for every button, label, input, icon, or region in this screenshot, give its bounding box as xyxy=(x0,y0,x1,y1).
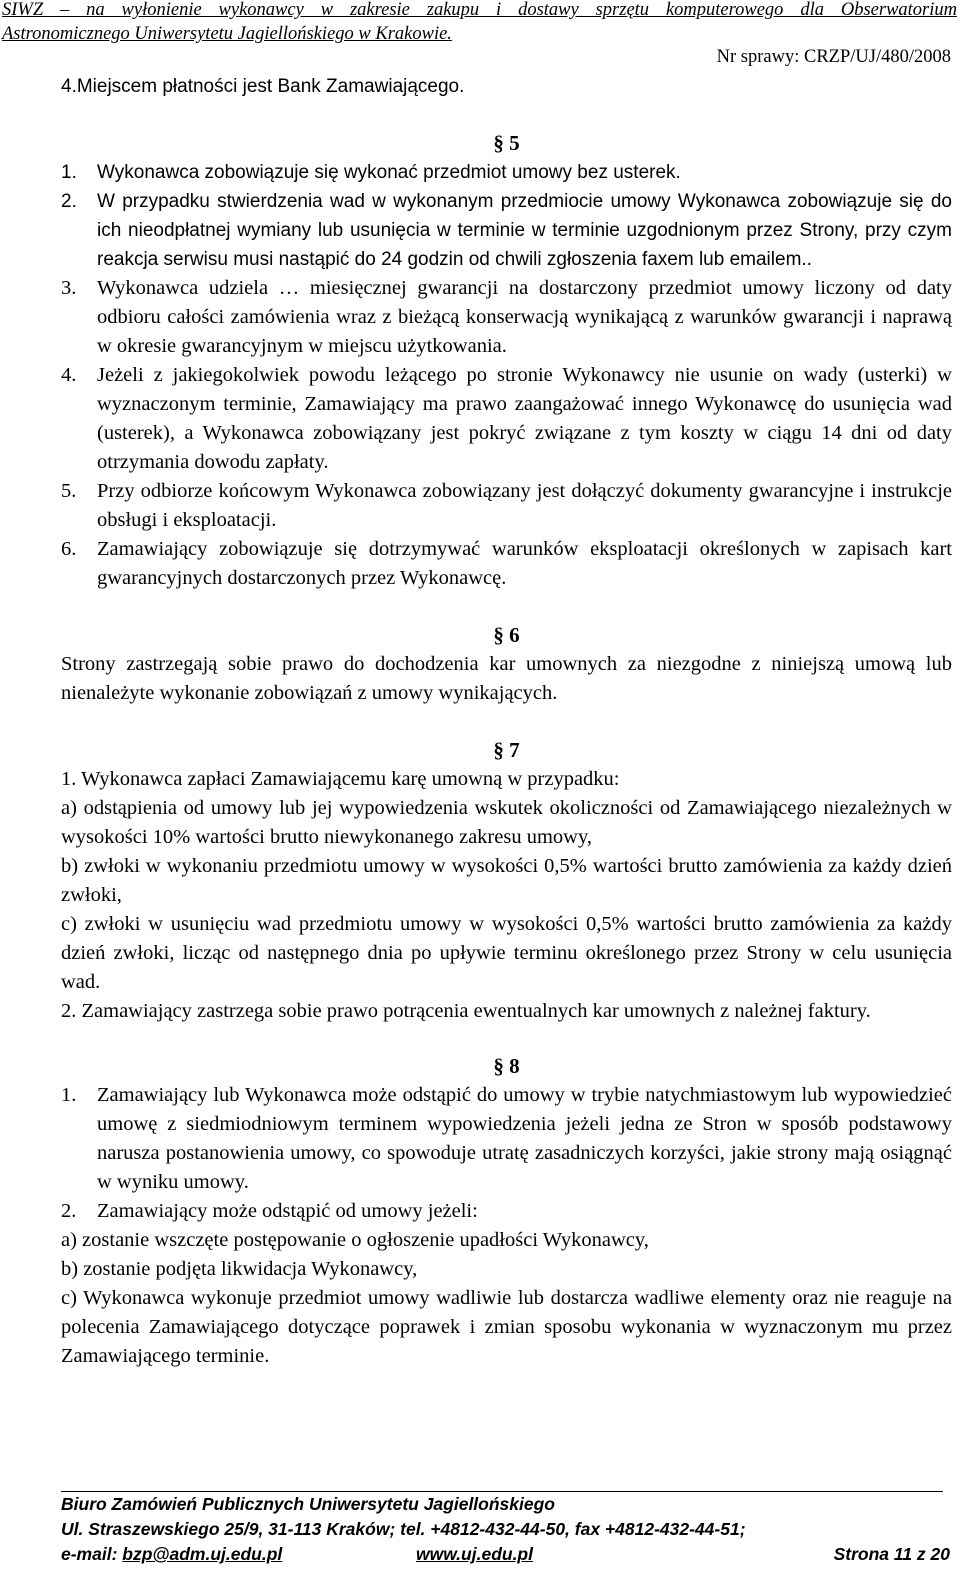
footer-address: Ul. Straszewskiego 25/9, 31-113 Kraków; tel. +4812-432-44-50, fax +4812-432-44-51; xyxy=(61,1519,746,1539)
list-item xyxy=(61,535,952,593)
section-8-point-b: b) zostanie podjęta likwidacja Wykonawcy, xyxy=(61,1258,418,1280)
section-7-point-a: a) odstąpienia od umowy lub jej wypowiedzenia wskutek okoliczności od Zamawiającego niezależnych w wysokości 10% wartości brutto niewykonanego zakresu umowy, xyxy=(61,797,952,848)
document-body xyxy=(61,72,952,1371)
item-number: 2. xyxy=(61,1200,77,1222)
section-8-title: § 8 xyxy=(493,1054,520,1078)
list-item xyxy=(61,187,952,274)
section-6-title: § 6 xyxy=(493,623,520,647)
item-number: 2. xyxy=(61,191,77,212)
section-7-paragraph-2: 2. Zamawiający zastrzega sobie prawo potrącenia ewentualnych kar umownych z należnej faktury. xyxy=(61,1000,871,1022)
list-item xyxy=(61,477,952,535)
item-number: 6. xyxy=(61,538,77,560)
item-text: Wykonawca zobowiązuje się wykonać przedmiot umowy bez usterek. xyxy=(97,162,681,183)
footer-organization: Biuro Zamówień Publicznych Uniwersytetu Jagiellońskiego xyxy=(61,1494,555,1514)
section-7-paragraph-1: 1. Wykonawca zapłaci Zamawiającemu karę umowną w przypadku: xyxy=(61,768,620,790)
section-5-title: § 5 xyxy=(493,131,520,155)
list-item xyxy=(61,158,952,187)
payment-place-paragraph: 4.Miejscem płatności jest Bank Zamawiającego. xyxy=(61,76,465,97)
footer-divider xyxy=(61,1491,943,1492)
case-number: Nr sprawy: CRZP/UJ/480/2008 xyxy=(716,47,951,67)
item-number: 4. xyxy=(61,364,77,386)
section-8-point-c: c) Wykonawca wykonuje przedmiot umowy wadliwie lub dostarcza wadliwe elementy oraz nie reaguje na polecenia Zamawiającego dotyczące poprawek i zmian sposobu wykonania w wyznaczonym mu przez Zamawiającego terminie. xyxy=(61,1287,952,1367)
item-text: Przy odbiorze końcowym Wykonawca zobowiązany jest dołączyć dokumenty gwarancyjne i instrukcje obsługi i eksploatacji. xyxy=(97,480,952,531)
list-item xyxy=(61,361,952,477)
section-7-point-c: c) zwłoki w usunięciu wad przedmiotu umowy w wysokości 0,5% wartości brutto zamówienia za każdy dzień zwłoki, licząc od następnego dnia po upływie terminu określonego przez Strony w celu usunięcia wad. xyxy=(61,913,952,993)
header-title-line1: SIWZ – na wyłonienie wykonawcy w zakresie zakupu i dostawy sprzętu komputerowego dla Obserwatorium xyxy=(2,0,957,20)
list-item xyxy=(61,1081,952,1197)
page-number: Strona 11 z 20 xyxy=(833,1544,950,1564)
section-7-title: § 7 xyxy=(493,738,520,762)
header-title-line2: Astronomicznego Uniwersytetu Jagiellońskiego w Krakowie. xyxy=(2,24,452,44)
footer-contact-line xyxy=(61,1543,950,1565)
item-number: 1. xyxy=(61,162,77,183)
item-number: 1. xyxy=(61,1084,77,1106)
section-8-point-a: a) zostanie wszczęte postępowanie o ogłoszenie upadłości Wykonawcy, xyxy=(61,1229,649,1251)
list-item xyxy=(61,274,952,361)
item-text: Zamawiający lub Wykonawca może odstąpić do umowy w trybie natychmiastowym lub wypowiedzieć umowę z siedmiodniowym terminem wypowiedzenia jeżeli jedna ze Stron w sposób podstawowy narusza postanowienia umowy, co spowoduje utratę zasadniczych korzyści, jakie strony mają osiągnąć w wyniku umowy. xyxy=(97,1084,952,1193)
section-7-point-b: b) zwłoki w wykonaniu przedmiotu umowy w wysokości 0,5% wartości brutto zamówienia za każdy dzień zwłoki, xyxy=(61,855,952,906)
item-text: Zamawiający zobowiązuje się dotrzymywać warunków eksploatacji określonych w zapisach kart gwarancyjnych dostarczonych przez Wykonawcę. xyxy=(97,538,952,589)
website-link[interactable]: www.uj.edu.pl xyxy=(416,1544,533,1564)
email-label: e-mail: xyxy=(61,1544,123,1564)
section-6-paragraph: Strony zastrzegają sobie prawo do dochodzenia kar umownych za niezgodne z niniejszą umową lub nienależyte wykonanie zobowiązań z umowy wynikających. xyxy=(61,653,952,704)
list-item xyxy=(61,1197,952,1226)
item-text: Wykonawca udziela … miesięcznej gwarancji na dostarczony przedmiot umowy liczony od daty odbioru całości zamówienia wraz z bieżącą konserwacją wynikającą z warunków gwarancji i naprawą w okresie gwarancyjnym w miejscu użytkowania. xyxy=(97,277,952,357)
item-number: 5. xyxy=(61,480,77,502)
item-text: Jeżeli z jakiegokolwiek powodu leżącego po stronie Wykonawcy nie usunie on wady (usterki) w wyznaczonym terminie, Zamawiający ma prawo zaangażować innego Wykonawcę do usunięcia wad (usterek), a Wykonawca zobowiązany jest pokryć związane z tym koszty w ciągu 14 dni od daty otrzymania dowodu zapłaty. xyxy=(97,364,952,473)
item-text: W przypadku stwierdzenia wad w wykonanym przedmiocie umowy Wykonawca zobowiązuje się do ich nieodpłatnej wymiany lub usunięcia w terminie w terminie uzgodnionym przez Strony, przy czym reakcja serwisu musi nastąpić do 24 godzin od chwili zgłoszenia faxem lub emailem.. xyxy=(97,191,952,270)
item-text: Zamawiający może odstąpić od umowy jeżeli: xyxy=(97,1200,478,1222)
email-link[interactable]: bzp@adm.uj.edu.pl xyxy=(122,1544,283,1564)
item-number: 3. xyxy=(61,277,77,299)
